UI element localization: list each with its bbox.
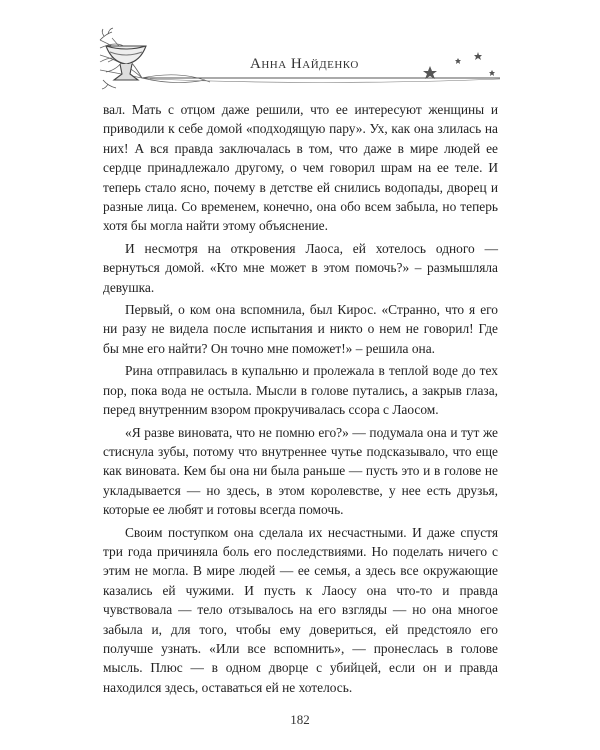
running-header	[0, 0, 600, 100]
paragraph: И несмотря на откровения Лаоса, ей хотелось одного — вернуться домой. «Кто мне может в этом помочь?» – размышляла девушка.	[103, 240, 498, 295]
body-text	[103, 100, 498, 697]
star-icon	[423, 52, 495, 79]
paragraph: вал. Мать с отцом даже решили, что ее интересуют женщины и приводили к себе домой «подходящую пару». Ух, как она злилась на них! А вся правда заключалась в том, что даже в мире людей ее сердце принадлежало другому, о чем говорил шрам на ее теле. И теперь стало ясно, почему в детстве ей снились водопады, дворец и разные лица. Со временем, конечно, она обо всем забыла, но теперь хотя бы могла найти этому объяснение.	[103, 102, 498, 234]
paragraph: Первый, о ком она вспомнила, был Кирос. «Странно, что я его ни разу не видела после испытания и никто о нем не говорил! Где бы мне его найти? Он точно мне поможет!» – решила она.	[103, 302, 498, 356]
running-header-author: Анна Найденко	[250, 56, 359, 72]
paragraph: «Я разве виновата, что не помню его?» — подумала она и тут же стиснула зубы, потому что внутреннее чутье подсказывало, что еще как виновата. Кем бы она ни была раньше — пусть это и в голове не укладывается — но здесь, в этом королевстве, у нее есть друзья, которые ее любят и готовы всегда помочь.	[103, 424, 498, 518]
page-number: 182	[290, 712, 310, 727]
paragraph: Рина отправилась в купальню и пролежала в теплой воде до тех пор, пока вода не остыла. Мысли в голове путались, а закрыв глаза, перед внутренним взором прокручивалась ссора с Лаосом.	[103, 363, 498, 418]
header-ornament	[0, 0, 600, 100]
paragraph: Своим поступком она сделала их несчастными. И даже спустя три года причиняла боль его последствиями. Но поделать ничего с этим не могла. В мире людей — ее семья, а здесь все окружающие казались ей чужими. И пусть к Лаосу она что-то и правда чувствовала — тело отзывалось на его взгляды — но она многое забыла и, для того, чтобы ему довериться, ей предстояло его получше узнать. «Или все вспомнить», — пронеслась в голове мысль. Плюс — в одном дворце с убийцей, если он и правда находился здесь, оставаться ей не хотелось.	[103, 524, 498, 695]
